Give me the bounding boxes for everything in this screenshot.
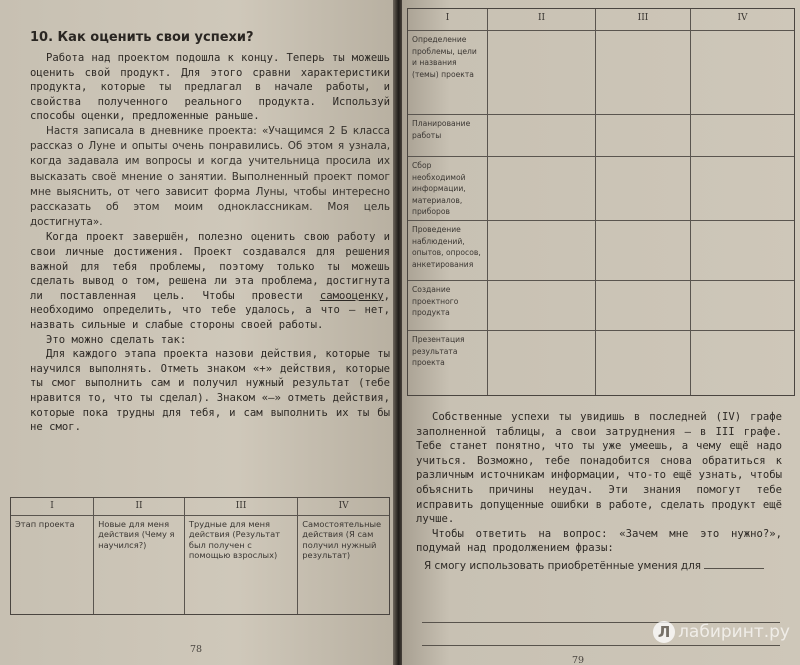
- table-cell-empty: [691, 221, 794, 281]
- table-cell-empty: [488, 221, 596, 281]
- table-cell-empty: [691, 331, 794, 395]
- table-cell-empty: [596, 331, 691, 395]
- table-column-label: Новые для меня действия (Чему я научился?): [94, 516, 185, 614]
- watermark-logo: [653, 621, 790, 643]
- table-column-label: Самостоятельные действия (Я сам получил нужный результат): [302, 519, 382, 561]
- table-header-cell: III: [596, 9, 691, 31]
- table-header-cell: IV: [691, 9, 794, 31]
- self-assessment-text-a: Когда проект завершён, полезно оценить свою работу и свои личные достижения. Проект создавался для решения важной для тебя проблемы, поэтому только ты можешь сделать вывод о том, решена ли эта проблема, достигнута ли поставленная цель. Чтобы провести: [30, 231, 390, 302]
- table-row-stage: Определение проблемы, цели и названия (темы) проекта: [408, 31, 488, 115]
- table-cell-empty: [488, 31, 596, 115]
- table-column-label: Этап проекта: [11, 516, 94, 614]
- paragraph-self-assessment: [30, 230, 390, 332]
- table-cell-empty: [691, 157, 794, 221]
- table-cell-empty: [488, 331, 596, 395]
- answer-blank: [704, 568, 764, 569]
- assessment-table-header: [10, 497, 390, 615]
- paragraph-intro: Работа над проектом подошла к концу. Теперь ты можешь оценить свой продукт. Для этого сравни характеристики продукта, которые ты предлагал в начале работы, и свойства полученного реального продукта. Используй способы оценки, предложенные раньше.: [30, 52, 390, 123]
- paragraph-diary-quote: Настя записала в дневнике проекта: «Учащимся 2 Б класса рассказ о Луне и опыты очень понравились. Об этом я узнала, когда задавала им вопросы и когда учительница просила их высказать своё мнение о занятии. Выполненный проект помог мне выяснить, от чего зависит форма Луны, чтобы интересно рассказать об этом моим одноклассникам. Моя цель достигнута».: [30, 124, 390, 229]
- table-cell-empty: [596, 221, 691, 281]
- table-cell-empty: [488, 157, 596, 221]
- paragraph-instructions: Для каждого этапа проекта назови действия, которые ты научился выполнять. Отметь знаком «+» действия, которые ты смог выполнить сам и получил нужный результат (тебе нравится то, что ты сделал). Знаком «–» отметь действия, которые пока трудны для тебя, и сам выполнить их ты бы не смог.: [30, 348, 390, 434]
- table-header-cell: I: [408, 9, 488, 31]
- table-cell-empty: [691, 281, 794, 331]
- left-page-text: [30, 30, 390, 435]
- page-number-left: 78: [190, 644, 203, 655]
- table-header-cell: II: [94, 498, 185, 516]
- table-cell-empty: [488, 281, 596, 331]
- sentence-start: Я смогу использовать приобретённые умения для: [424, 559, 701, 572]
- table-cell-empty: [596, 281, 691, 331]
- self-assessment-text-b: , необходимо определить, что тебе удалось, а что – нет, назвать сильные и слабые стороны своей работы.: [30, 289, 390, 331]
- table-cell-empty: [691, 31, 794, 115]
- table-row-stage: Презентация результата проекта: [408, 331, 488, 395]
- table-row-stage: Планирование работы: [408, 115, 488, 157]
- table-header-cell: II: [488, 9, 596, 31]
- watermark-text: лабиринт.ру: [678, 622, 790, 642]
- right-page: [402, 0, 800, 665]
- page-number-right: 79: [572, 655, 585, 665]
- table-header-cell: III: [185, 498, 298, 516]
- paragraph-question: Чтобы ответить на вопрос: «Зачем мне это нужно?», подумай над продолжением фразы:: [416, 527, 782, 555]
- table-row-stage: Сбор необходимой информации, материалов, приборов: [408, 157, 488, 221]
- table-header-cell: IV: [298, 498, 389, 516]
- assessment-table-body: [407, 8, 795, 396]
- table-row-stage: Проведение наблюдений, опытов, опросов, анкетирования: [408, 221, 488, 281]
- table-cell-empty: [488, 115, 596, 157]
- answer-line: [422, 645, 780, 646]
- table-cell-empty: [691, 115, 794, 157]
- table-cell-empty: [596, 115, 691, 157]
- self-assessment-term: самооценку: [319, 289, 384, 302]
- table-cell-empty: [596, 31, 691, 115]
- sentence-prompt: [424, 560, 782, 572]
- right-page-text: [416, 410, 782, 572]
- table-cell-empty: [596, 157, 691, 221]
- table-row-stage: Создание проектного продукта: [408, 281, 488, 331]
- paragraph-how-to: Это можно сделать так:: [46, 333, 187, 346]
- table-column-label: Трудные для меня действия (Результат был получен с помощью взрослых): [185, 516, 298, 614]
- labirint-logo-icon: Л: [653, 621, 675, 643]
- section-heading: 10. Как оценить свои успехи?: [30, 30, 254, 45]
- left-page: [0, 0, 395, 665]
- table-header-cell: I: [11, 498, 94, 516]
- paragraph-results: Собственные успехи ты увидишь в последней (IV) графе заполненной таблицы, а свои затруднения – в III графе. Тебе станет понятно, что ты уже умеешь, а чему ещё надо учиться. Возможно, тебе понадобится снова обратиться к различным источникам информации, что-то ещё узнать, чтобы объяснить причины неудач. Эти знания помогут тебе исправить допущенные ошибки в работе, сделать продукт ещё лучше.: [416, 411, 782, 526]
